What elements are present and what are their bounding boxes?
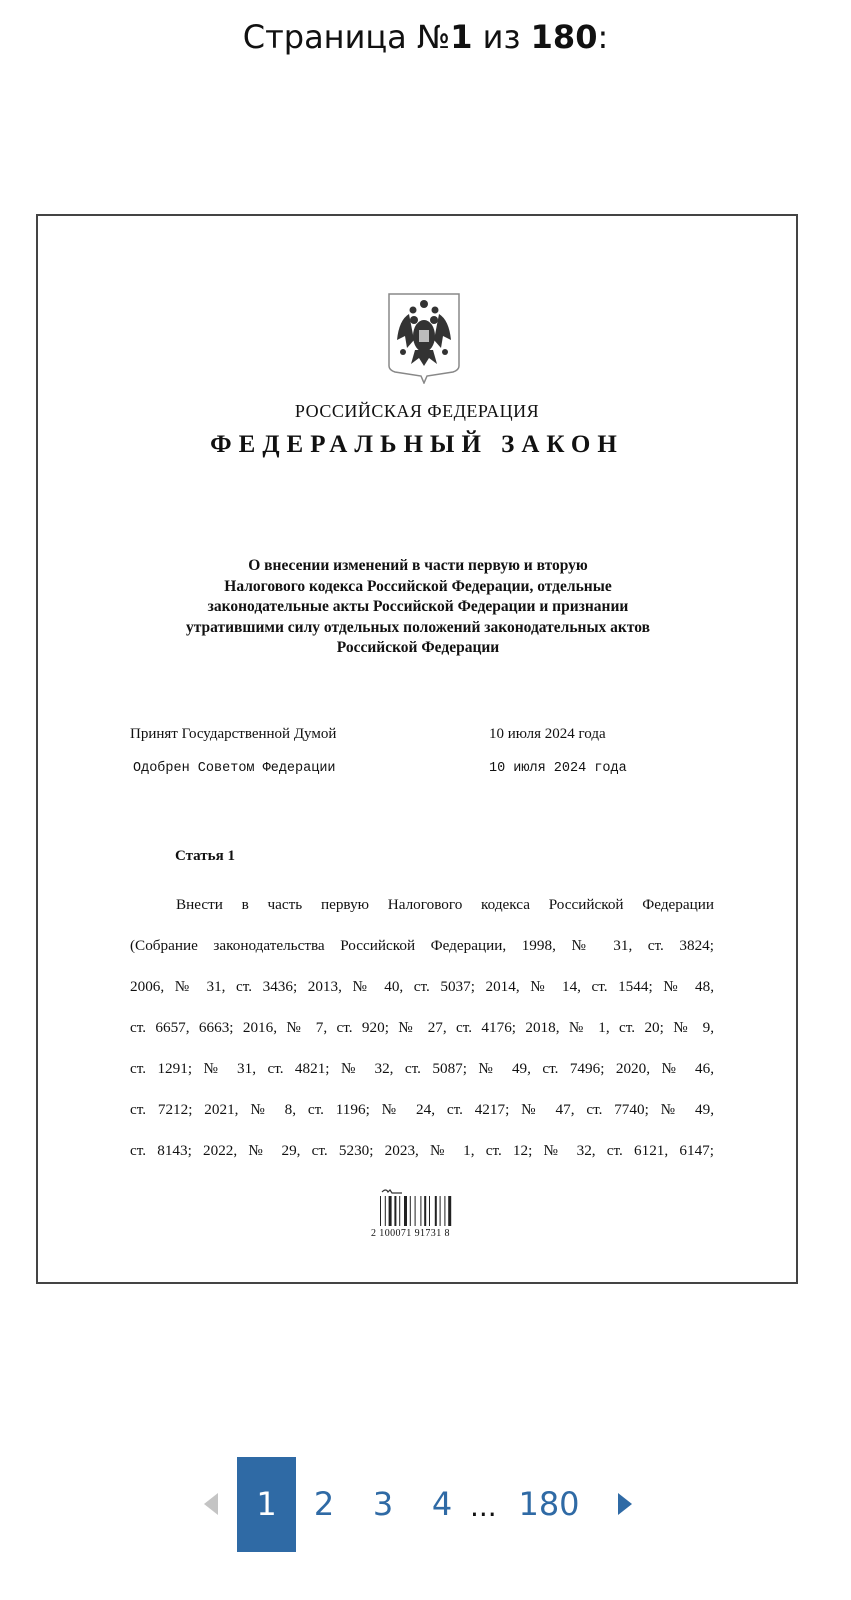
council-approval-label: Одобрен Советом Федерации	[133, 761, 336, 776]
barcode-bar	[385, 1196, 386, 1226]
barcode-bar	[420, 1196, 421, 1226]
body-line: ст. 6657, 6663; 2016, № 7, ст. 920; № 27, ст. 4176; 2018, № 1, ст. 20; № 9,	[130, 1019, 714, 1036]
previous-page-icon[interactable]	[204, 1493, 218, 1515]
current-page-number: 1	[450, 18, 473, 56]
council-approval-date: 10 июля 2024 года	[489, 761, 627, 776]
barcode-bar	[399, 1196, 400, 1226]
duma-adoption-label: Принят Государственной Думой	[130, 726, 337, 742]
barcode-bar	[394, 1196, 396, 1226]
page-counter-suffix: :	[597, 18, 609, 56]
document-page	[36, 214, 798, 1284]
duma-adoption-date: 10 июля 2024 года	[489, 726, 606, 742]
barcode-bar	[380, 1196, 381, 1226]
page-button-last[interactable]: 180	[518, 1485, 580, 1523]
page-button-1[interactable]: 1	[237, 1457, 296, 1552]
total-pages-number: 180	[530, 18, 598, 56]
barcode-bar	[448, 1196, 451, 1226]
page-counter-prefix: Страница №	[242, 18, 451, 56]
law-title-line: законодательные акты Российской Федерации и признании	[207, 598, 629, 615]
body-line: Внести в часть первую Налогового кодекса Российской Федерации	[176, 896, 714, 913]
pagination-ellipsis: ...	[470, 1490, 497, 1523]
body-line: 2006, № 31, ст. 3436; 2013, № 40, ст. 5037; 2014, № 14, ст. 1544; № 48,	[130, 978, 714, 995]
page-button-2[interactable]: 2	[313, 1485, 335, 1523]
barcode-bar	[389, 1196, 392, 1226]
pagination	[0, 1457, 851, 1552]
body-line: ст. 7212; 2021, № 8, ст. 1196; № 24, ст. 4217; № 47, ст. 7740; № 49,	[130, 1101, 714, 1118]
barcode-number: 2 100071 91731 8	[371, 1228, 450, 1239]
law-title-line: Российской Федерации	[336, 639, 500, 656]
law-title-line: О внесении изменений в части первую и вторую	[248, 557, 588, 574]
next-page-icon[interactable]	[618, 1493, 632, 1515]
barcode-bar	[404, 1196, 407, 1226]
barcode-bar	[444, 1196, 445, 1226]
law-type-heading: ФЕДЕРАЛЬНЫЙ ЗАКОН	[210, 431, 624, 458]
barcode-bar	[435, 1196, 437, 1226]
body-line: (Собрание законодательства Российской Федерации, 1998, № 31, ст. 3824;	[130, 937, 714, 954]
body-line: ст. 8143; 2022, № 29, ст. 5230; 2023, № 1, ст. 12; № 32, ст. 6121, 6147;	[130, 1142, 714, 1159]
page-button-3[interactable]: 3	[372, 1485, 394, 1523]
barcode-bar	[410, 1196, 411, 1226]
barcode-bar	[440, 1196, 441, 1226]
article-body	[130, 884, 714, 1171]
barcode-bar	[429, 1196, 430, 1226]
barcode-bar	[415, 1196, 416, 1226]
law-title	[98, 556, 738, 659]
country-name: РОССИЙСКАЯ ФЕДЕРАЦИЯ	[294, 401, 540, 421]
page-counter	[0, 18, 851, 56]
page-counter-middle: из	[472, 18, 531, 56]
law-title-line: Налогового кодекса Российской Федерации, отдельные	[224, 577, 612, 595]
barcode-bar	[424, 1196, 426, 1226]
page-button-4[interactable]: 4	[431, 1485, 453, 1523]
body-line: ст. 1291; № 31, ст. 4821; № 32, ст. 5087; № 49, ст. 7496; 2020, № 46,	[130, 1060, 714, 1077]
coat-of-arms-icon	[387, 292, 461, 384]
article-heading: Статья 1	[175, 848, 235, 864]
law-title-line: утратившими силу отдельных положений законодательных актов	[185, 618, 651, 636]
